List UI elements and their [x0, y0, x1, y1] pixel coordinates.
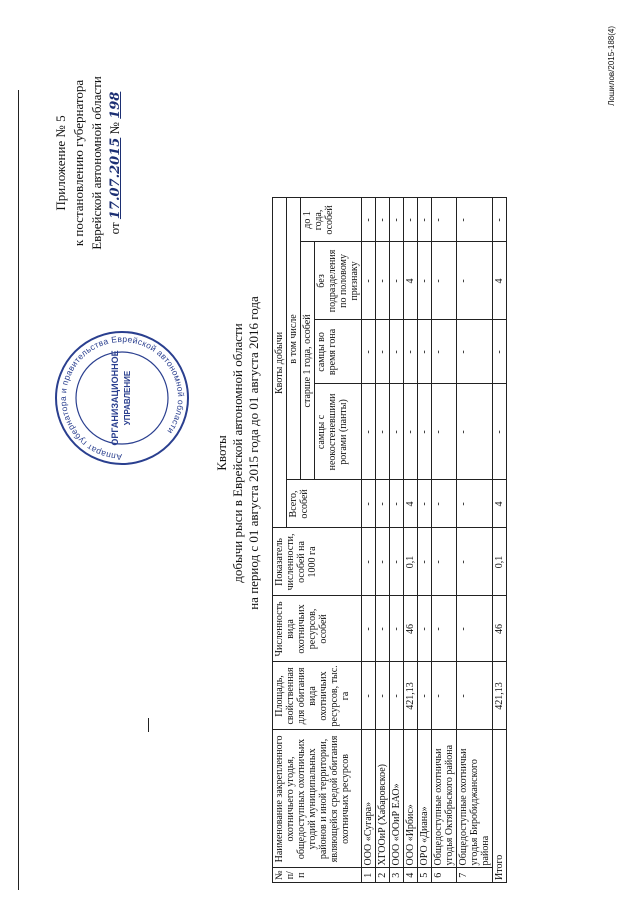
table-row — [376, 198, 390, 883]
header-males-antlers: самцы с неокостеневшими рогами (панты) — [315, 384, 362, 480]
table-row — [404, 198, 418, 883]
header-num: № п/п — [273, 868, 362, 883]
cell-density: - — [362, 528, 376, 596]
cell-density: - — [418, 528, 432, 596]
cell-total: 4 — [404, 480, 418, 528]
cell-young: - — [418, 198, 432, 242]
header-count: Численность вида охотничьих ресурсов, особей — [273, 596, 362, 662]
cell-total: - — [418, 480, 432, 528]
cell-count: - — [457, 596, 493, 662]
cell-density: - — [457, 528, 493, 596]
cell-rut: - — [457, 320, 493, 384]
cell-males: - — [418, 384, 432, 480]
cell-name: ООО «ООиР ЕАО» — [390, 730, 404, 868]
total-young: - — [493, 198, 507, 242]
cell-name: Общедоступные охотничьи угодья Биробиджанского района — [457, 730, 493, 868]
stamp-center-line2: УПРАВЛЕНИЕ — [123, 370, 132, 426]
appendix-block — [52, 13, 125, 313]
page-margin-line — [18, 90, 19, 890]
cell-males: - — [390, 384, 404, 480]
cell-num: 4 — [404, 868, 418, 883]
header-name: Наименование закрепленного охотничьего угодья, общедоступных охотничьих угодий муниципальных районов и иной территории, являющейся средой обитания охотничьих ресурсов — [273, 730, 362, 868]
rotated-document-page — [30, 18, 620, 888]
cell-area: 421,13 — [404, 662, 418, 730]
cell-count: 46 — [404, 596, 418, 662]
cell-area: - — [418, 662, 432, 730]
cell-density: - — [376, 528, 390, 596]
total-males: - — [493, 384, 507, 480]
header-young: до 1 года, особей — [301, 198, 362, 242]
cell-males: - — [404, 384, 418, 480]
cell-density: 0,1 — [404, 528, 418, 596]
cell-count: - — [376, 596, 390, 662]
cell-total: - — [390, 480, 404, 528]
stamp-center-line1: ОРГАНИЗАЦИОННОЕ — [110, 350, 120, 446]
header-density: Показатель численности, особей на 1000 га — [273, 528, 362, 596]
cell-name: ООО «Сугара» — [362, 730, 376, 868]
cell-nosex: - — [432, 242, 457, 320]
cell-young: - — [376, 198, 390, 242]
cell-nosex: - — [457, 242, 493, 320]
header-including: в том числе — [287, 198, 301, 480]
cell-area: - — [390, 662, 404, 730]
total-rut: - — [493, 320, 507, 384]
cell-total: - — [457, 480, 493, 528]
cell-total: - — [432, 480, 457, 528]
number-prefix: № — [107, 122, 122, 135]
total-nosex: 4 — [493, 242, 507, 320]
table-row — [432, 198, 457, 883]
header-quota: Квоты добычи — [273, 198, 287, 528]
cell-males: - — [362, 384, 376, 480]
stamp-outer-text: Аппарат губернатора и правительства Еврейской автономной области — [57, 333, 187, 463]
cell-area: - — [457, 662, 493, 730]
cell-males: - — [457, 384, 493, 480]
cell-rut: - — [418, 320, 432, 384]
header-total: Всего, особей — [287, 480, 362, 528]
document-title — [214, 18, 262, 888]
cell-nosex: 4 — [404, 242, 418, 320]
cell-num: 2 — [376, 868, 390, 883]
cell-nosex: - — [376, 242, 390, 320]
cell-nosex: - — [362, 242, 376, 320]
cell-count: - — [418, 596, 432, 662]
cell-area: - — [362, 662, 376, 730]
total-row — [493, 198, 507, 883]
cell-count: - — [362, 596, 376, 662]
cell-young: - — [404, 198, 418, 242]
cell-num: 1 — [362, 868, 376, 883]
total-area: 421,13 — [493, 662, 507, 730]
cell-area: - — [376, 662, 390, 730]
cell-num: 7 — [457, 868, 493, 883]
cell-rut: - — [390, 320, 404, 384]
total-total: 4 — [493, 480, 507, 528]
title-line-1: Квоты — [214, 435, 229, 471]
handwritten-date: 17.07.2015 — [108, 137, 123, 220]
table-row — [418, 198, 432, 883]
header-males-rut: самцы во время гона — [315, 320, 362, 384]
title-line-2: добычи рыси в Еврейской автономной области — [230, 323, 245, 583]
cell-density: - — [432, 528, 457, 596]
cell-name: ОРО «Диана» — [418, 730, 432, 868]
table-row — [457, 198, 493, 883]
total-count: 46 — [493, 596, 507, 662]
cell-density: - — [390, 528, 404, 596]
appendix-line-region: Еврейской автономной области — [89, 76, 104, 250]
date-prefix: от — [107, 222, 122, 235]
cell-young: - — [457, 198, 493, 242]
cell-total: - — [362, 480, 376, 528]
round-seal-stamp — [52, 328, 192, 468]
cell-count: - — [390, 596, 404, 662]
cell-males: - — [376, 384, 390, 480]
cell-rut: - — [376, 320, 390, 384]
cell-num: 6 — [432, 868, 457, 883]
cell-count: - — [432, 596, 457, 662]
cell-rut: - — [404, 320, 418, 384]
appendix-date-line — [106, 13, 125, 313]
cell-area: - — [432, 662, 457, 730]
cell-young: - — [390, 198, 404, 242]
cell-males: - — [432, 384, 457, 480]
cell-nosex: - — [418, 242, 432, 320]
header-no-sex-division: без подразделения по половому признаку — [315, 242, 362, 320]
header-area: Площадь, свойственная для обитания вида охотничьих ресурсов, тыс. га — [273, 662, 362, 730]
total-density: 0,1 — [493, 528, 507, 596]
appendix-line-decree: к постановлению губернатора — [71, 79, 86, 247]
cell-young: - — [432, 198, 457, 242]
svg-text:Аппарат губернатора и правител — [58, 334, 186, 462]
cell-nosex: - — [390, 242, 404, 320]
table-row — [362, 198, 376, 883]
cell-name: ООО «Ирбис» — [404, 730, 418, 868]
cell-total: - — [376, 480, 390, 528]
table-row — [390, 198, 404, 883]
cell-num: 5 — [418, 868, 432, 883]
cell-young: - — [362, 198, 376, 242]
cell-name: ХГООиР (Хабаровское) — [376, 730, 390, 868]
cell-num: 3 — [390, 868, 404, 883]
handwritten-number: 198 — [108, 91, 123, 119]
cell-rut: - — [362, 320, 376, 384]
cell-name: Общедоступные охотничьи угодья Октябрьского района — [432, 730, 457, 868]
title-line-3: на период с 01 августа 2015 года до 01 августа 2016 года — [246, 296, 261, 610]
appendix-title: Приложение № 5 — [53, 115, 68, 211]
total-label: Итого — [493, 730, 507, 883]
header-older: старше 1 года, особей — [301, 242, 315, 480]
cell-rut: - — [432, 320, 457, 384]
footer-code: Лошилов/2015-188(4) — [607, 26, 616, 106]
quota-table — [272, 197, 507, 883]
